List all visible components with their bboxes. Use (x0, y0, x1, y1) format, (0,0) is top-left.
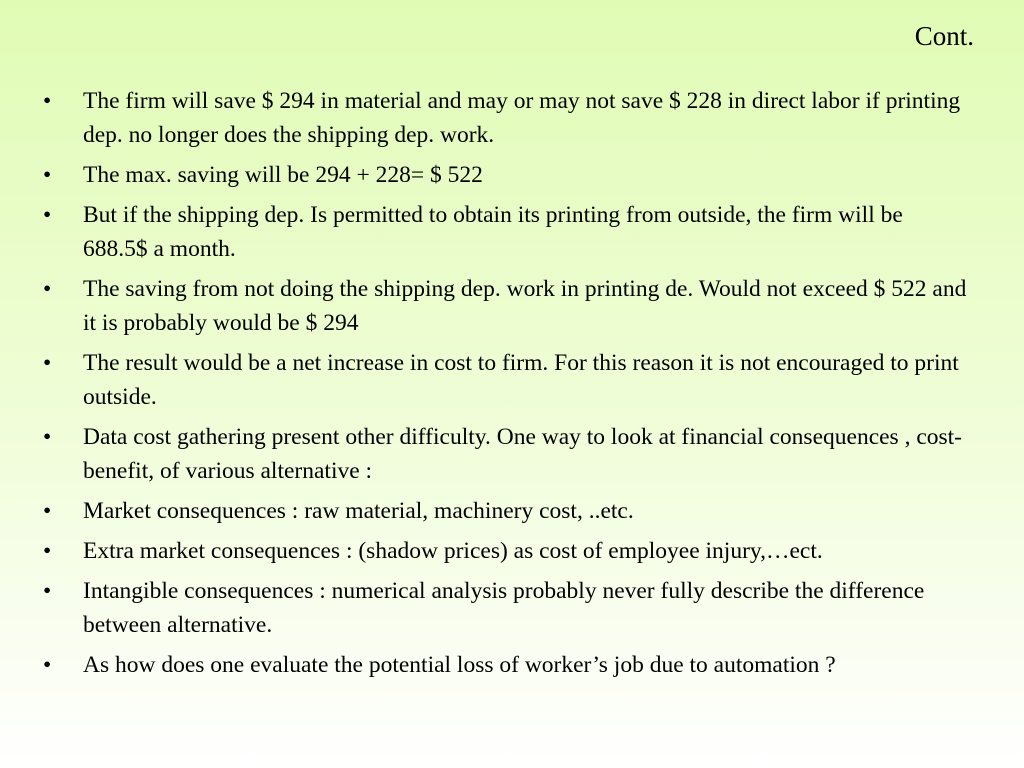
list-item (0, 84, 1024, 152)
bullet-dot-icon: • (43, 424, 52, 450)
bullet-dot-icon: • (43, 88, 52, 114)
list-item (0, 534, 1024, 568)
bullet-text: Market consequences : raw material, machinery cost, ..etc. (83, 498, 634, 524)
bullet-dot-icon: • (43, 652, 52, 678)
bullet-dot-icon: • (43, 162, 52, 188)
bullet-dot-icon: • (43, 498, 52, 524)
bullet-text: The saving from not doing the shipping dep. work in printing de. Would not exceed $ 522 and it is probably would be $ 294 (83, 276, 967, 336)
bullet-text: The max. saving will be 294 + 228= $ 522 (83, 162, 483, 188)
bullet-text: As how does one evaluate the potential loss of worker’s job due to automation ? (83, 652, 836, 678)
bullet-text: Data cost gathering present other difficulty. One way to look at financial consequences , cost-benefit, of various alternative : (83, 424, 963, 484)
bullet-text: Extra market consequences : (shadow prices) as cost of employee injury,…ect. (83, 538, 823, 564)
list-item (0, 198, 1024, 266)
bullet-dot-icon: • (43, 578, 52, 604)
bullet-list (0, 84, 1024, 688)
list-item (0, 648, 1024, 682)
list-item (0, 346, 1024, 414)
bullet-text: But if the shipping dep. Is permitted to obtain its printing from outside, the firm will be 688.5$ a month. (83, 202, 903, 262)
bullet-dot-icon: • (43, 276, 52, 302)
bullet-text: Intangible consequences : numerical analysis probably never fully describe the difference between alternative. (83, 578, 925, 638)
list-item (0, 420, 1024, 488)
slide-title: Cont. (914, 21, 974, 51)
bullet-dot-icon: • (43, 202, 52, 228)
list-item (0, 272, 1024, 340)
bullet-text: The firm will save $ 294 in material and may or may not save $ 228 in direct labor if printing dep. no longer does the shipping dep. work. (83, 88, 961, 148)
list-item (0, 574, 1024, 642)
bullet-dot-icon: • (43, 538, 52, 564)
bullet-dot-icon: • (43, 350, 52, 376)
bullet-text: The result would be a net increase in cost to firm. For this reason it is not encouraged to print outside. (83, 350, 959, 410)
list-item (0, 158, 1024, 192)
list-item (0, 494, 1024, 528)
